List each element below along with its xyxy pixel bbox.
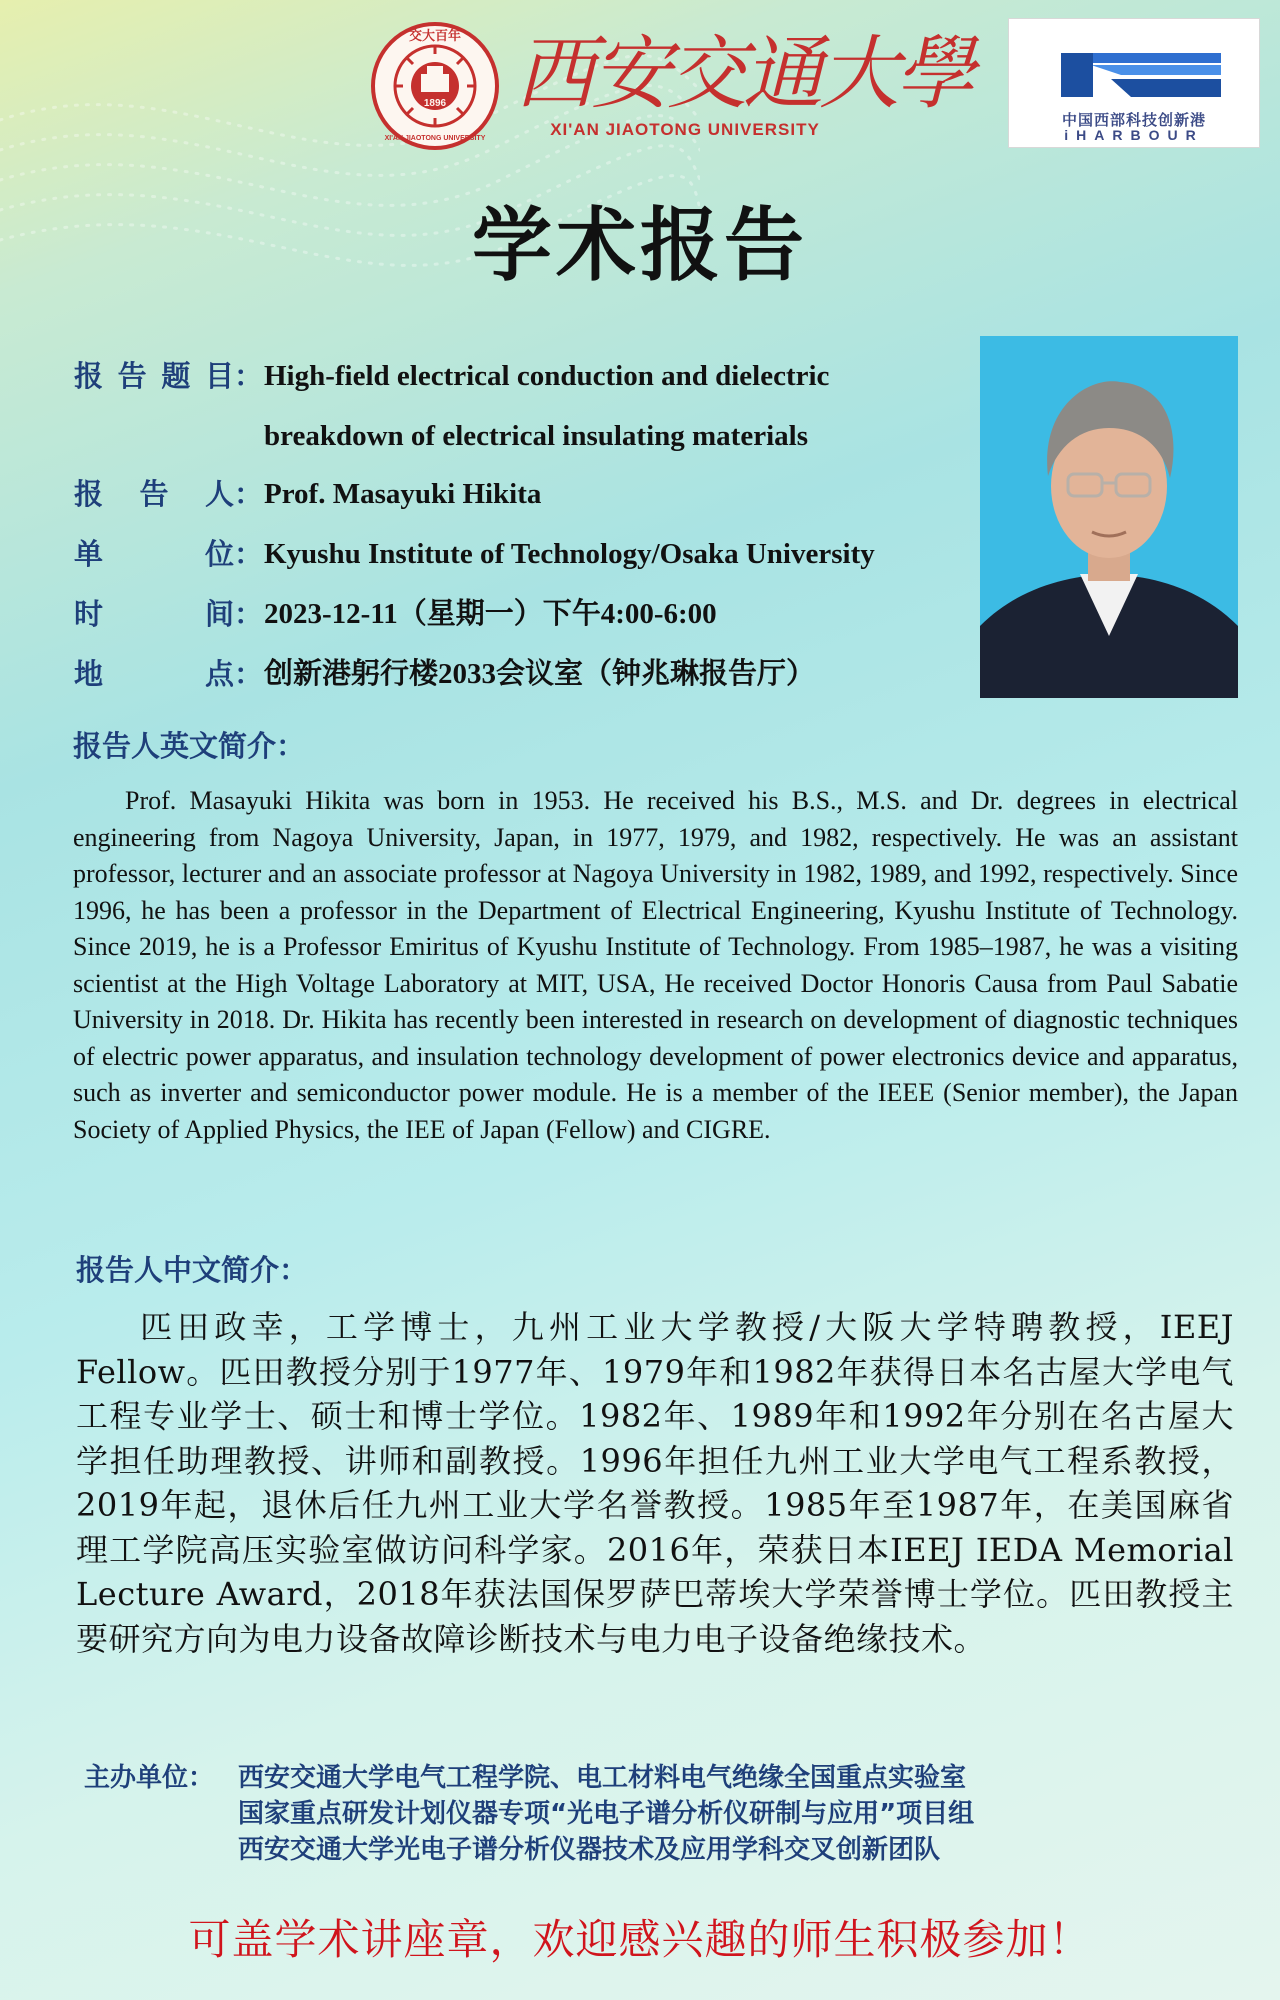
speaker-label: 报 告 人 bbox=[74, 477, 234, 511]
host-list bbox=[238, 1760, 1238, 1868]
university-name-cn: 西安交通大學 bbox=[515, 27, 971, 120]
topic-line-1: High-field electrical conduction and dielectric bbox=[264, 360, 830, 392]
place-label: 地 点 bbox=[74, 657, 234, 691]
affiliation-colon: ： bbox=[234, 537, 264, 571]
topic-value bbox=[264, 346, 1044, 466]
page-title: 学术报告 bbox=[472, 199, 808, 292]
partner-name-cn: 中国西部科技创新港 bbox=[1061, 111, 1206, 129]
host-line-1: 西安交通大学电气工程学院、电工材料电气绝缘全国重点实验室 bbox=[238, 1763, 967, 1793]
speaker-photo bbox=[980, 336, 1238, 698]
iharbour-graphic bbox=[1051, 49, 1221, 103]
host-line-2: 国家重点研发计划仪器专项“光电子谱分析仪研制与应用”项目组 bbox=[238, 1799, 975, 1829]
time-value: 2023-12-11（星期一）下午4:00-6:00 bbox=[264, 598, 717, 630]
topic-label: 报告题目 bbox=[74, 359, 234, 393]
seal-top-text: 交大百年 bbox=[408, 29, 462, 44]
bio-cn-heading: 报告人中文简介： bbox=[76, 1253, 309, 1287]
partner-name-en: iHARBOUR bbox=[1064, 127, 1204, 143]
iharbour-logo bbox=[1008, 18, 1260, 148]
university-name-en: XI'AN JIAOTONG UNIVERSITY bbox=[550, 120, 820, 139]
affiliation-label: 单 位 bbox=[74, 537, 234, 571]
host-label: 主办单位： bbox=[84, 1763, 215, 1793]
seal-year: 1896 bbox=[423, 98, 447, 109]
speaker-colon: ： bbox=[234, 477, 264, 511]
seal-ring-text: XI'AN JIAOTONG UNIVERSITY bbox=[384, 135, 486, 142]
place-colon: ： bbox=[234, 657, 264, 691]
affiliation-value: Kyushu Institute of Technology/Osaka University bbox=[264, 538, 875, 570]
topic-colon: ： bbox=[234, 359, 264, 393]
time-label: 时 间 bbox=[74, 597, 234, 631]
speaker-value: Prof. Masayuki Hikita bbox=[264, 478, 542, 510]
time-colon: ： bbox=[234, 597, 264, 631]
place-value: 创新港躬行楼2033会议室（钟兆琳报告厅） bbox=[264, 658, 816, 690]
bio-en-text: Prof. Masayuki Hikita was born in 1953. He received his B.S., M.S. and Dr. degrees in electrical engineering from Nagoya University, Japan, in 1977, 1979, and 1982, respectively. He was an assistant professor, lecturer and an associate professor at Nagoya University in 1982, 1989, and 1992, respectively. Since 1996, he has been a professor in the Department of Electrical Engineering, Kyushu Institute of Technology. Since 2019, he is a Professor Emiritus of Kyushu Institute of Technology. From 1985–1987, he was a visiting scientist at the High Voltage Laboratory at MIT, USA, He received Doctor Honoris Causa from Paul Sabatie University in 2018. Dr. Hikita has recently been interested in research on development of diagnostic techniques of electric power apparatus, and insulation technology development of power electronics device and apparatus, such as inverter and semiconductor power module. He is a member of the IEEE (Senior member), the Japan Society of Applied Physics, the IEE of Japan (Fellow) and CIGRE. bbox=[73, 786, 1238, 1144]
footer-slogan: 可盖学术讲座章，欢迎感兴趣的师生积极参加！ bbox=[188, 1915, 1092, 1964]
host-line-3: 西安交通大学光电子谱分析仪器技术及应用学科交叉创新团队 bbox=[238, 1835, 941, 1865]
university-seal-logo bbox=[369, 20, 501, 152]
topic-line-2: breakdown of electrical insulating materials bbox=[264, 420, 808, 452]
bio-en-heading: 报告人英文简介： bbox=[73, 729, 306, 763]
bio-cn-text: 匹田政幸，工学博士，九州工业大学教授/大阪大学特聘教授，IEEJ Fellow。匹田教授分别于1977年、1979年和1982年获得日本名古屋大学电气工程专业学士、硕士和博士学位。1982年、1989年和1992年分别在名古屋大学担任助理教授、讲师和副教授。1996年担任九州工业大学电气工程系教授，2019年起，退休后任九州工业大学名誉教授。1985年至1987年，在美国麻省理工学院高压实验室做访问科学家。2016年，荣获日本IEEJ IEDA Memorial Lecture Award，2018年获法国保罗萨巴蒂埃大学荣誉博士学位。匹田教授主要研究方向为电力设备故障诊断技术与电力电子设备绝缘技术。 bbox=[76, 1308, 1234, 1658]
